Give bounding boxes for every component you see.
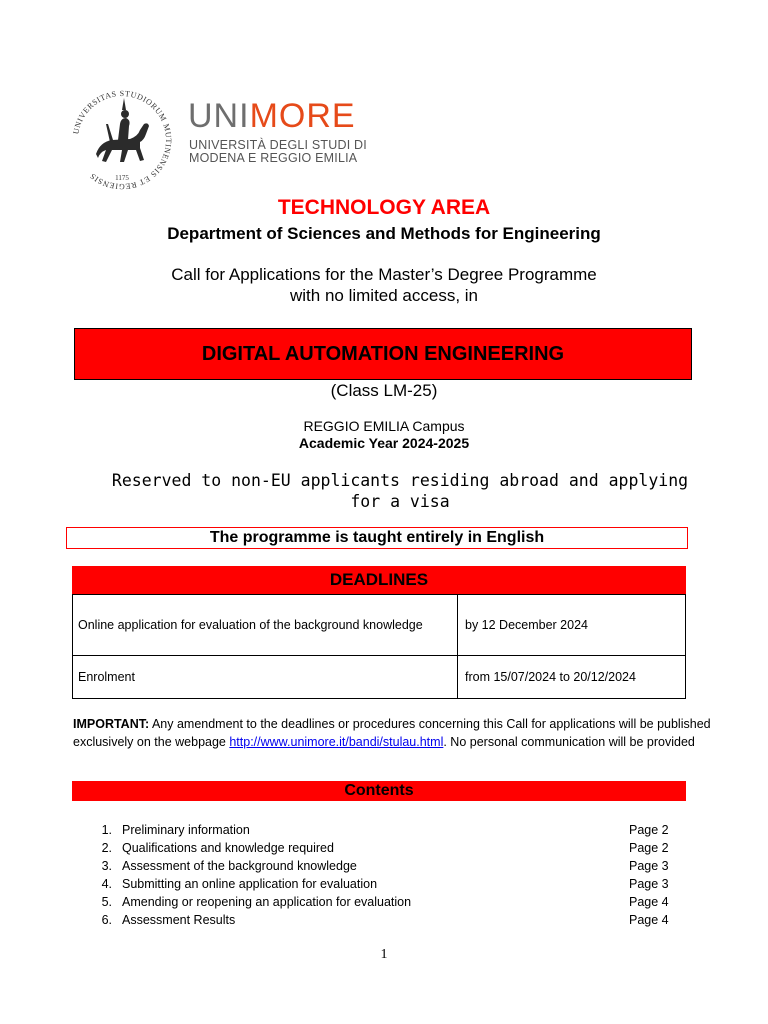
horse-rider-icon — [96, 98, 149, 162]
important-text-after: . No personal communication will be provided — [443, 734, 695, 749]
toc-page: Page 4 — [629, 913, 669, 927]
toc-page: Page 2 — [629, 823, 669, 837]
toc-number: 4. — [101, 877, 112, 891]
academic-year: Academic Year 2024-2025 — [298, 435, 470, 451]
toc-page: Page 3 — [629, 859, 669, 873]
deadline-item: Online application for evaluation of the background knowledge — [73, 595, 458, 656]
important-label: IMPORTANT: — [73, 717, 150, 731]
toc-title: Qualifications and knowledge required — [122, 841, 334, 855]
toc-title: Assessment Results — [122, 913, 236, 927]
toc-item[interactable] — [0, 894, 768, 912]
toc-item[interactable] — [0, 822, 768, 840]
brand-uni: UNI — [188, 97, 250, 135]
toc-title: Assessment of the background knowledge — [122, 859, 357, 873]
area-title: TECHNOLOGY AREA — [277, 196, 491, 219]
deadlines-heading: DEADLINES — [72, 566, 686, 594]
important-text-before: Any amendment to the deadlines or procedures concerning this Call for applications will be published exclusively on the webpage — [73, 717, 711, 749]
toc-number: 5. — [101, 895, 112, 909]
call-line-2: with no limited access, in — [289, 286, 479, 305]
call-webpage-link[interactable]: http://www.unimore.it/bandi/stulau.html — [229, 734, 444, 749]
toc-number: 6. — [101, 913, 112, 927]
reserved-notice: Reserved to non-EU applicants residing abroad and applying for a visa — [111, 471, 689, 511]
programme-name-box — [74, 328, 692, 380]
programme-class: (Class LM-25) — [330, 381, 438, 400]
toc-item[interactable] — [0, 876, 768, 894]
toc-number: 1. — [101, 823, 112, 837]
toc-title: Amending or reopening an application for evaluation — [122, 895, 412, 909]
important-notice — [73, 716, 713, 751]
brand-wordmark — [188, 96, 356, 136]
toc-item[interactable] — [0, 912, 768, 930]
programme-name: DIGITAL AUTOMATION ENGINEERING — [201, 342, 565, 365]
language-notice: The programme is taught entirely in English — [66, 527, 688, 549]
brand-line-1: UNIVERSITÀ DEGLI STUDI DI — [189, 138, 367, 152]
page-number: 1 — [380, 947, 388, 962]
toc-title: Preliminary information — [122, 823, 250, 837]
brand-line-2: MODENA E REGGIO EMILIA — [189, 151, 358, 165]
toc-page: Page 2 — [629, 841, 669, 855]
brand-more: MORE — [249, 97, 356, 135]
deadline-date: by 12 December 2024 — [458, 595, 686, 656]
call-line-1: Call for Applications for the Master’s Degree Programme — [171, 265, 597, 284]
toc-page: Page 4 — [629, 895, 669, 909]
brand-subtitle — [189, 139, 367, 165]
toc-page: Page 3 — [629, 877, 669, 891]
table-row — [73, 595, 686, 656]
toc-title: Submitting an online application for evaluation — [122, 877, 378, 891]
seal-text: UNIVERSITAS STUDIORUM MUTINENSIS ET REGIENSIS — [71, 88, 174, 192]
department-title: Department of Sciences and Methods for Engineering — [167, 224, 601, 243]
campus: REGGIO EMILIA Campus — [303, 418, 465, 434]
toc-item[interactable] — [0, 858, 768, 876]
table-of-contents — [0, 822, 768, 930]
contents-heading: Contents — [72, 781, 686, 801]
table-row — [73, 656, 686, 699]
deadline-item: Enrolment — [73, 656, 458, 699]
toc-number: 2. — [101, 841, 112, 855]
toc-item[interactable] — [0, 840, 768, 858]
toc-number: 3. — [101, 859, 112, 873]
deadline-date: from 15/07/2024 to 20/12/2024 — [458, 656, 686, 699]
seal-year: 1175 — [115, 174, 129, 182]
university-seal-logo — [66, 84, 178, 196]
deadlines-table — [72, 594, 686, 699]
